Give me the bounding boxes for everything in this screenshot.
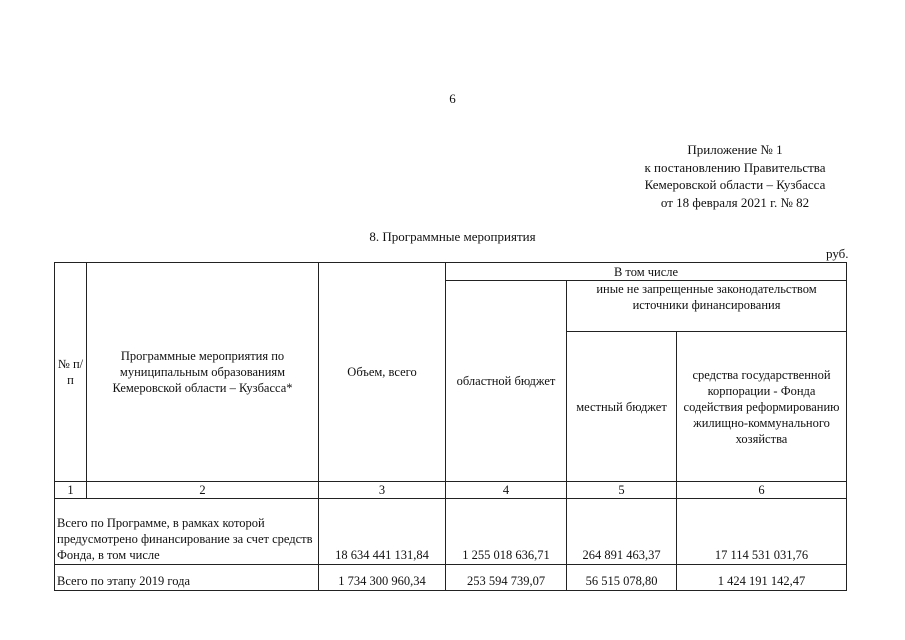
column-number: 2	[87, 482, 319, 499]
header-num: № п/п	[55, 263, 87, 482]
row-label: Всего по этапу 2019 года	[55, 565, 319, 591]
row-fund: 17 114 531 031,76	[677, 499, 847, 565]
appendix-line-3: Кемеровской области – Кузбасса	[644, 177, 826, 192]
header-other-sources: иные не запрещенные законодательством источники финансирования	[567, 281, 847, 332]
program-activities-table	[54, 262, 847, 591]
header-fund: средства государственной корпорации - Фонда содействия реформированию жилищно-коммунального хозяйства	[677, 332, 847, 482]
table-row	[55, 565, 847, 591]
row-total: 18 634 441 131,84	[319, 499, 446, 565]
column-number: 5	[567, 482, 677, 499]
row-fund: 1 424 191 142,47	[677, 565, 847, 591]
row-local: 56 515 078,80	[567, 565, 677, 591]
header-total: Объем, всего	[319, 263, 446, 482]
appendix-line-2: к постановлению Правительства	[644, 159, 826, 175]
row-regional: 1 255 018 636,71	[446, 499, 567, 565]
appendix-line-4: от 18 февраля 2021 г. № 82	[660, 194, 810, 210]
appendix-block	[600, 141, 870, 211]
table-row	[55, 499, 847, 565]
header-activities: Программные мероприятия по муниципальным образованиям Кемеровской области – Кузбасса*	[87, 263, 319, 482]
row-total: 1 734 300 960,34	[319, 565, 446, 591]
header-regional-budget: областной бюджет	[446, 281, 567, 482]
section-title: 8. Программные мероприятия	[369, 229, 536, 244]
header-including: В том числе	[446, 263, 847, 281]
currency-unit: руб.	[826, 246, 849, 261]
column-number: 1	[55, 482, 87, 499]
appendix-line-1: Приложение № 1	[687, 142, 783, 157]
header-local-budget: местный бюджет	[567, 332, 677, 482]
column-number: 6	[677, 482, 847, 499]
row-local: 264 891 463,37	[567, 499, 677, 565]
row-label: Всего по Программе, в рамках которой предусмотрено финансирование за счет средств Фонда, в том числе	[55, 499, 319, 565]
page-number: 6	[449, 91, 456, 106]
column-number: 3	[319, 482, 446, 499]
column-number: 4	[446, 482, 567, 499]
row-regional: 253 594 739,07	[446, 565, 567, 591]
